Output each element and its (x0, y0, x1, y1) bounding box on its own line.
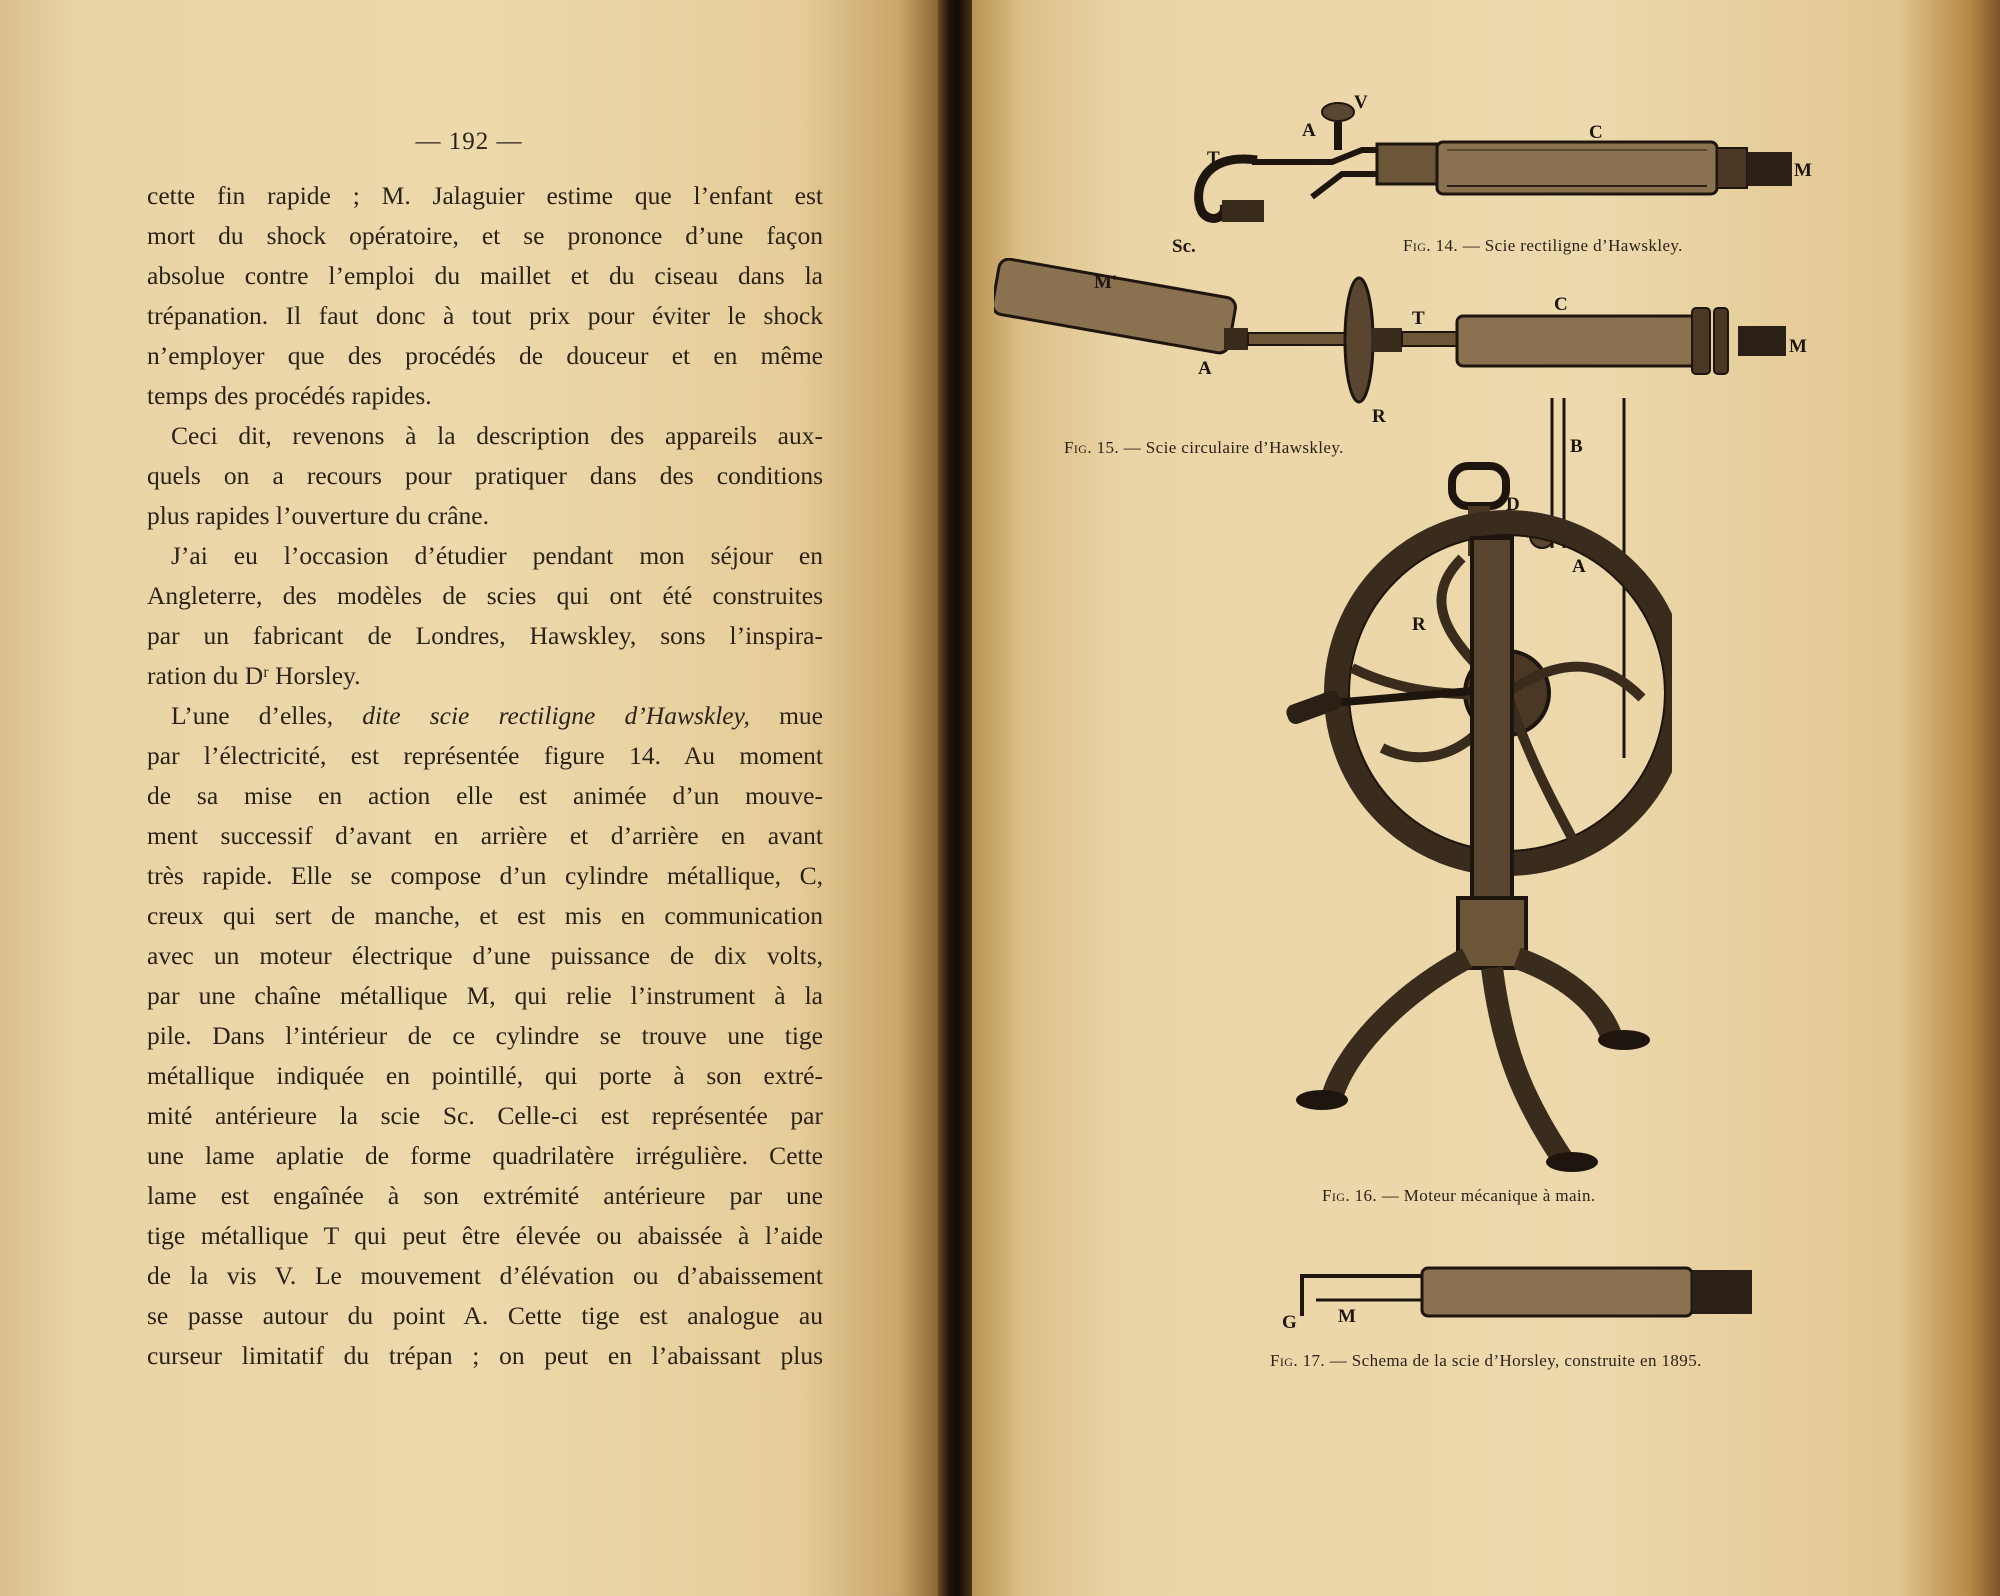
fig14-label-c: C (1589, 122, 1603, 143)
text-line: trépanation. Il faut donc à tout prix pour éviter le shock (147, 301, 823, 330)
right-page (972, 0, 2000, 1596)
text-line: pile. Dans l’intérieur de ce cylindre se trouve une tige (147, 1021, 823, 1050)
fig15-label-c: C (1554, 294, 1568, 315)
fig16-label-b: B (1570, 436, 1583, 457)
fig17-label-m: M (1338, 1306, 1356, 1327)
fig15-label-m-prime: M' (1094, 272, 1118, 293)
text-line: Angleterre, des modèles de scies qui ont été construites (147, 581, 823, 610)
text-line: quels on a recours pour pratiquer dans des conditions (147, 461, 823, 490)
text-line: mité antérieure la scie Sc. Celle-ci est représentée par (147, 1101, 823, 1130)
fig16-label-d: D (1506, 494, 1520, 515)
text-line: curseur limitatif du trépan ; on peut en l’abaissant plus (147, 1341, 823, 1370)
fig16-label-a: A (1572, 556, 1586, 577)
figure-16-caption: Fig. 16. — Moteur mécanique à main. (1322, 1186, 1596, 1205)
fig14-label-sc: Sc. (1172, 236, 1196, 257)
text-line: très rapide. Elle se compose d’un cylindre métallique, C, (147, 861, 823, 890)
text-line: se passe autour du point A. Cette tige est analogue au (147, 1301, 823, 1330)
figure-17-caption: Fig. 17. — Schema de la scie d’Horsley, construite en 1895. (1270, 1351, 1702, 1370)
left-page (0, 0, 938, 1596)
text-line: par un fabricant de Londres, Hawskley, sons l’inspira- (147, 621, 823, 650)
fig15-label-a: A (1198, 358, 1212, 379)
text-line: mort du shock opératoire, et se prononce d’une façon (147, 221, 823, 250)
text-line: de la vis V. Le mouvement d’élévation ou d’abaissement (147, 1261, 823, 1290)
text-line: une lame aplatie de forme quadrilatère irrégulière. Cette (147, 1141, 823, 1170)
text-line: avec un moteur électrique d’une puissance de dix volts, (147, 941, 823, 970)
text-line: tige métallique T qui peut être élevée ou abaissée à l’aide (147, 1221, 823, 1250)
text-line: par une chaîne métallique M, qui relie l’instrument à la (147, 981, 823, 1010)
fig17-label-g: G (1282, 1312, 1297, 1333)
text-line: ment successif d’avant en arrière et d’arrière en avant (147, 821, 823, 850)
page-number: — 192 — (415, 128, 523, 155)
figure-15-caption: Fig. 15. — Scie circulaire d’Hawskley. (1064, 438, 1344, 457)
text-line: par l’électricité, est représentée figure 14. Au moment (147, 741, 823, 770)
fig16-label-r: R (1412, 614, 1426, 635)
text-line: L’une d’elles, dite scie rectiligne d’Hawskley, mue (171, 701, 823, 730)
text-line: J’ai eu l’occasion d’étudier pendant mon séjour en (171, 541, 823, 570)
text-line: plus rapides l’ouverture du crâne. (147, 501, 489, 530)
fig14-label-a: A (1302, 120, 1316, 141)
fig15-label-r: R (1372, 406, 1386, 427)
book-gutter (938, 0, 972, 1596)
fig15-label-t: T (1412, 308, 1425, 329)
fig14-label-m: M (1794, 160, 1812, 181)
text-line: temps des procédés rapides. (147, 381, 432, 410)
text-line: creux qui sert de manche, et est mis en communication (147, 901, 823, 930)
text-line: de sa mise en action elle est animée d’un mouve- (147, 781, 823, 810)
text-line: métallique indiquée en pointillé, qui porte à son extré- (147, 1061, 823, 1090)
text-line: Ceci dit, revenons à la description des appareils aux- (171, 421, 823, 450)
figure-14-caption: Fig. 14. — Scie rectiligne d’Hawskley. (1403, 236, 1683, 255)
figure-17-illustration (1282, 1260, 1802, 1340)
text-line: absolue contre l’emploi du maillet et du ciseau dans la (147, 261, 823, 290)
text-line: ration du Dʳ Horsley. (147, 661, 361, 690)
fig14-label-t: T (1207, 148, 1220, 169)
text-line: lame est engaînée à son extrémité antérieure par une (147, 1181, 823, 1210)
figure-16-illustration (1272, 398, 1672, 1188)
fig15-label-m: M (1789, 336, 1807, 357)
text-line: cette fin rapide ; M. Jalaguier estime que l’enfant est (147, 181, 823, 210)
text-line: n’employer que des procédés de douceur et en même (147, 341, 823, 370)
fig14-label-v: V (1354, 92, 1368, 113)
body-text (147, 176, 823, 1376)
